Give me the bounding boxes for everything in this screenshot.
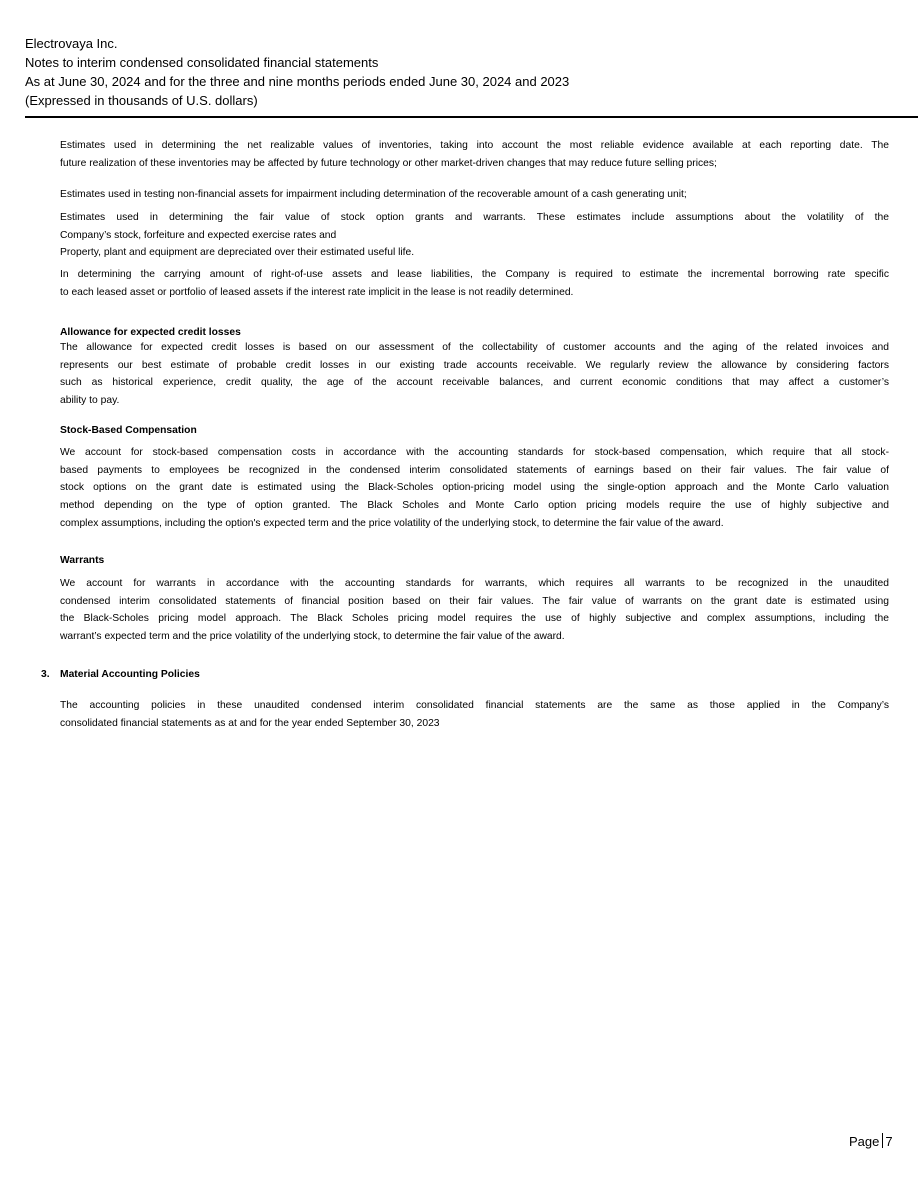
page-label: Page [849,1134,880,1149]
text-line: Estimates used in determining the fair value of stock option grants and warrants. These estimates include assumptions about the volatility of the [60,212,889,223]
estimate-stock-options-paragraph [60,209,889,262]
text-line: condensed interim consolidated statements of financial position based on their fair values. The fair value of warrants on the grant date is estimated using [60,595,889,607]
page-footer [849,1132,893,1152]
document-header [25,34,905,110]
estimate-inventories-paragraph [60,137,889,172]
stock-based-heading: Stock-Based Compensation [60,425,197,436]
text-line: warrant’s expected term and the price volatility of the underlying stock, to determine the fair value of the award. [60,631,565,643]
text-line: Estimates used in testing non-financial assets for impairment including determination of the recoverable amount of a cash generating unit; [60,189,687,200]
allowance-paragraph [60,339,889,410]
text-line: We account for stock-based compensation costs in accordance with the accounting standards for stock-based compensation, which require that all stock- [60,447,889,458]
company-name: Electrovaya Inc. [25,36,118,51]
section-heading: Material Accounting Policies [60,669,200,680]
estimate-impairment-paragraph [60,186,889,204]
reporting-period: As at June 30, 2024 and for the three and nine months periods ended June 30, 2024 and 2023 [25,74,570,89]
text-line: stock options on the grant date is estimated using the Black-Scholes option-pricing model using the single-option approach and the Monte Carlo valuation [60,482,889,494]
text-line: Property, plant and equipment are depreciated over their estimated useful life. [60,247,415,259]
text-line: the Black-Scholes pricing model approach. The Black Scholes pricing model requires the use of highly subjective and complex assumptions, including the [60,613,889,625]
text-line: Company’s stock, forfeiture and expected exercise rates and [60,229,337,241]
stock-based-paragraph [60,444,889,533]
text-line: future realization of these inventories may be affected by future technology or other market-driven changes that may reduce future selling prices; [60,157,717,169]
accounting-policies-paragraph [60,697,889,732]
text-line: Estimates used in determining the net realizable values of inventories, taking into account the most reliable evidence available at each reporting date. The [60,140,889,151]
text-line: consolidated financial statements as at and for the year ended September 30, 2023 [60,717,440,729]
header-divider [25,116,918,118]
text-line: such as historical experience, credit quality, the age of the account receivable balances, and current economic conditions that may affect a customer’s [60,377,889,389]
document-title: Notes to interim condensed consolidated financial statements [25,55,379,70]
text-line: based payments to employees be recognized in the condensed interim consolidated statements of earnings based on their fair values. The fair value of [60,464,889,476]
page-separator [882,1133,883,1148]
text-line: to each leased asset or portfolio of leased assets if the interest rate implicit in the lease is not readily determined. [60,286,574,298]
text-line: The allowance for expected credit losses is based on our assessment of the collectability of customer accounts and the aging of the related invoices and [60,342,889,353]
text-line: We account for warrants in accordance with the accounting standards for warrants, which requires all warrants to be recognized in the unaudited [60,578,889,589]
estimate-leases-paragraph [60,266,889,301]
page-number: 7 [885,1134,893,1149]
text-line: In determining the carrying amount of right-of-use assets and lease liabilities, the Company is required to estimate the incremental borrowing rate specific [60,269,889,280]
text-line: The accounting policies in these unaudited condensed interim consolidated financial statements are the same as those applied in the Company’s [60,700,889,711]
text-line: method depending on the type of option granted. The Black Scholes and Monte Carlo option pricing models require the use of highly subjective and [60,500,889,512]
allowance-heading: Allowance for expected credit losses [60,327,241,338]
text-line: represents our best estimate of probable credit losses in our existing trade accounts receivable. We regularly review the allowance by considering factors [60,359,889,371]
warrants-paragraph [60,575,889,646]
text-line: ability to pay. [60,395,120,407]
text-line: complex assumptions, including the option's expected term and the price volatility of the underlying stock, to determine the fair value of the award. [60,517,724,529]
section-number: 3. [41,669,50,680]
currency-note: (Expressed in thousands of U.S. dollars) [25,93,258,108]
warrants-heading: Warrants [60,555,105,566]
